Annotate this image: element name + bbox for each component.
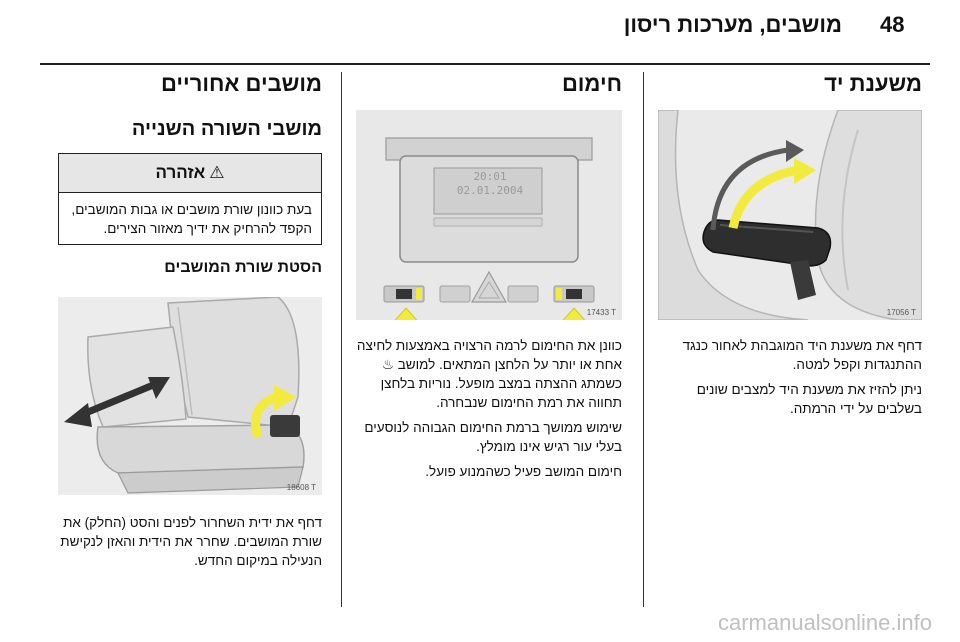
dashboard-time: 20:01	[473, 170, 507, 184]
heating-figure-code: 17433 T	[586, 308, 616, 318]
warning-header	[59, 154, 321, 193]
chapter-title: מושבים, מערכות ריסון	[623, 12, 842, 37]
armrest-text-2: ניתן להזיז את משענת היד למצבים שונים בשלבים על ידי הרמתה.	[696, 382, 922, 417]
dashboard-display	[452, 170, 528, 198]
armrest-text-1: דחף את משענת היד המוגבהת לאחור כנגד ההתנגדות וקפל למטה.	[682, 338, 922, 373]
dashboard-illustration	[356, 110, 622, 320]
watermark: carmanualsonline.info	[717, 610, 932, 635]
rear-seat-illustration	[58, 297, 322, 495]
rear-seats-figure	[58, 297, 322, 495]
armrest-illustration	[658, 110, 922, 320]
dashboard-date: 02.01.2004	[456, 184, 524, 198]
heating-section	[355, 72, 622, 481]
heating-text-1: כוונן את החימום לרמה הרצויה באמצעות לחיצה אחת או יותר על הלחצן המתאים. למושב ♨ כשמתג ההצתה במצב מופעל. נוריות בלחצן תחווה את רמת החימום שנבחרה.	[356, 338, 622, 411]
warning-label: אזהרה	[155, 163, 206, 183]
warning-icon: ⚠	[209, 163, 225, 183]
heating-text-2: שימוש ממושך ברמת החימום הגבוהה לנוסעים בעלי עור רגיש אינו מומלץ.	[364, 420, 622, 455]
armrest-section	[656, 72, 922, 418]
heating-text-3: חימום המושב פעיל כשהמנוע פועל.	[425, 464, 622, 480]
rear-seats-figure-code: 18608 T	[286, 483, 316, 493]
warning-box	[58, 153, 322, 245]
header-divider	[40, 63, 930, 65]
armrest-title: משענת יד	[824, 71, 922, 96]
armrest-figure	[658, 110, 922, 320]
rear-seats-text-1: דחף את ידית השחרור לפנים והסט (החלק) את שורת המושבים. שחרר את הידית והאזן לנקישת הנעילה במיקום החדש.	[60, 515, 322, 569]
warning-text: בעת כוונון שורת מושבים או גבות המושבים, הקפד להרחיק את ידיך מאזור הצירים.	[71, 202, 312, 237]
column-divider-right	[643, 72, 644, 607]
rear-seats-section	[58, 72, 322, 570]
heating-title: חימום	[561, 71, 622, 96]
rear-seats-subtitle: מושבי השורה השנייה	[131, 118, 322, 141]
slide-heading: הסטת שורת המושבים	[164, 259, 322, 277]
heating-figure	[356, 110, 622, 320]
rear-seats-title: מושבים אחוריים	[161, 71, 322, 96]
column-divider-left	[341, 72, 342, 607]
armrest-figure-code: 17056 T	[886, 308, 916, 318]
page-number: 48	[880, 12, 905, 37]
